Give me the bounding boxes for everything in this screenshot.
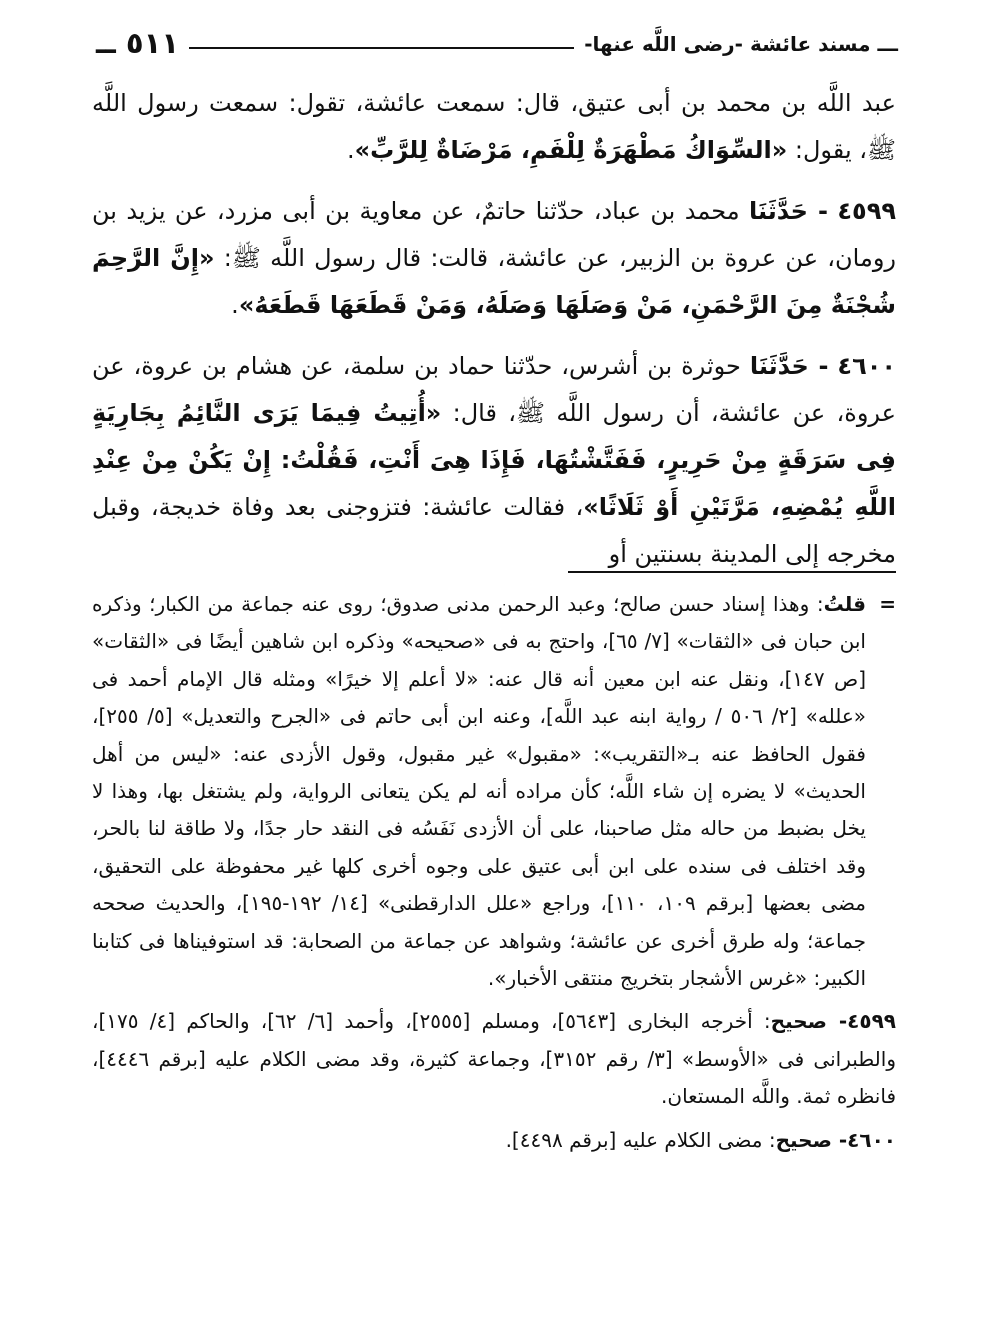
paragraph-text: محمد بن عباد، حدّثنا حاتمٌ، عن معاوية بن أبى مزرد، عن يزيد بن رومان، عن عروة بن الزبير، عن عائشة، قالت: قال رسول اللَّه ﷺ:	[92, 197, 896, 272]
paragraph-text: ، فقالت عائشة: فتزوجنى بعد وفاة خديجة، وقبل مخرجه إلى المدينة بسنتين أو	[92, 493, 896, 568]
footnotes	[92, 586, 896, 1165]
narration-word: - حَدَّثَنَا	[748, 197, 829, 225]
footnote-continuation	[92, 586, 896, 997]
footnote-text: : مضى الكلام عليه [برقم ٤٤٩٨].	[505, 1127, 776, 1152]
hadith-number: ٤٦٠٠	[837, 352, 897, 380]
narration-word: - حَدَّثَنَا	[749, 352, 829, 380]
footnote-4600	[92, 1122, 896, 1159]
hadith-4600	[92, 343, 896, 578]
paragraph-text: عبد اللَّه بن محمد بن أبى عتيق، قال: سمعت عائشة، تقول: سمعت رسول اللَّه ﷺ، يقول:	[92, 89, 896, 164]
running-title: ـــ مسند عائشة -رضى اللَّه عنها-	[574, 32, 898, 56]
hadith-number: ٤٥٩٩	[837, 197, 896, 225]
main-text	[92, 80, 896, 592]
continuation-marker: =	[879, 592, 896, 616]
page-header	[86, 28, 898, 64]
paragraph-continuation	[92, 80, 896, 174]
page-number: ٥١١ ــ	[86, 26, 189, 60]
footnote-4599	[92, 1003, 896, 1115]
footnote-lead: ٤٥٩٩- صحيح	[770, 1009, 896, 1034]
hadith-quote: «أُتِيتُ فِيمَا يَرَى النَّائِمُ بِجَارِيَةٍ فِى سَرَقَةٍ مِنْ حَرِيرٍ، فَفَتَّشْتُهَا، فَإِذَا هِىَ أَنْتِ، فَقُلْتُ: إِنْ يَكُنْ مِنْ عِنْدِ اللَّهِ يُمْضِهِ، مَرَّتَيْنِ أَوْ ثَلَاثًا»	[92, 399, 896, 521]
footnote-lead: قلتُ	[823, 592, 866, 616]
hadith-quote: «إِنَّ الرَّحِمَ شُجْنَةٌ مِنَ الرَّحْمَنِ، مَنْ وَصَلَهَا وَصَلَهُ، وَمَنْ قَطَعَهَا قَطَعَهُ»	[92, 244, 896, 319]
paragraph-text: حوثرة بن أشرس، حدّثنا حماد بن سلمة، عن هشام بن عروة، عن عروة، عن عائشة، أن رسول اللَّه ﷺ، قال:	[92, 352, 896, 427]
paragraph-end: .	[347, 136, 355, 164]
hadith-4599	[92, 188, 896, 329]
hadith-quote: «السِّوَاكُ مَطْهَرَةٌ لِلْفَمِ، مَرْضَاةٌ لِلرَّبِّ»	[354, 136, 788, 164]
footnote-text: : وهذا إسناد حسن صالح؛ وعبد الرحمن مدنى صدوق؛ روى عنه جماعة من الكبار؛ وذكره ابن حبان فى «الثقات» [٧/ ٦٥]، واحتج به فى «صحيحه» وذكره ابن شاهين أيضًا فى «الثقات» [ص ١٤٧]، ونقل عنه ابن معين أنه قال عنه: «لا أعلم إلا خيرًا» ومثله قال الإمام أحمد فى «علله» [٢/ ٥٠٦ / رواية ابنه عبد اللَّه]، وعنه ابن أبى حاتم فى «الجرح والتعديل» [٥/ ٢٥٥]، فقول الحافظ عنه بـ«التقريب»: «مقبول» غير مقبول، وقول الأزدى عنه: «ليس من أهل الحديث» لا يضره إن شاء اللَّه؛ كأن مراده أنه لم يكن يتعانى الرواية، ولم يشتغل بها، وهذا لا يخل بضبط من حاله مثل صاحبنا، على أن الأزدى نَفَسُه فى النقد حار جدًا، ولا طاقة لنا بالحر، وقد اختلف فى سنده على ابن أبى عتيق على وجوه أخرى كلها غير محفوظة على التحقيق، مضى بعضها [برقم ١٠٩، ١١٠]، وراجع «علل الدارقطنى» [١٤/ ١٩٢-١٩٥]، والحديث صححه جماعة؛ وله طرق أخرى عن عائشة؛ وشواهد عن جماعة من الصحابة: قد استوفيناها فى كتابنا الكبير: «غرس الأشجار بتخريج منتقى الأخبار».	[92, 592, 867, 991]
footnote-lead: ٤٦٠٠- صحيح	[775, 1127, 896, 1152]
footnote-text: : أخرجه البخارى [٥٦٤٣]، ومسلم [٢٥٥٥]، وأحمد [٦/ ٦٢]، والحاكم [٤/ ١٧٥]، والطبرانى فى «الأوسط» [٣/ رقم ٣١٥٢]، وجماعة كثيرة، وقد مضى الكلام عليه [برقم ٤٤٤٦]، فانظره ثمة. واللَّه المستعان.	[92, 1009, 896, 1109]
footnote-separator	[568, 571, 896, 573]
paragraph-end: .	[231, 291, 239, 319]
